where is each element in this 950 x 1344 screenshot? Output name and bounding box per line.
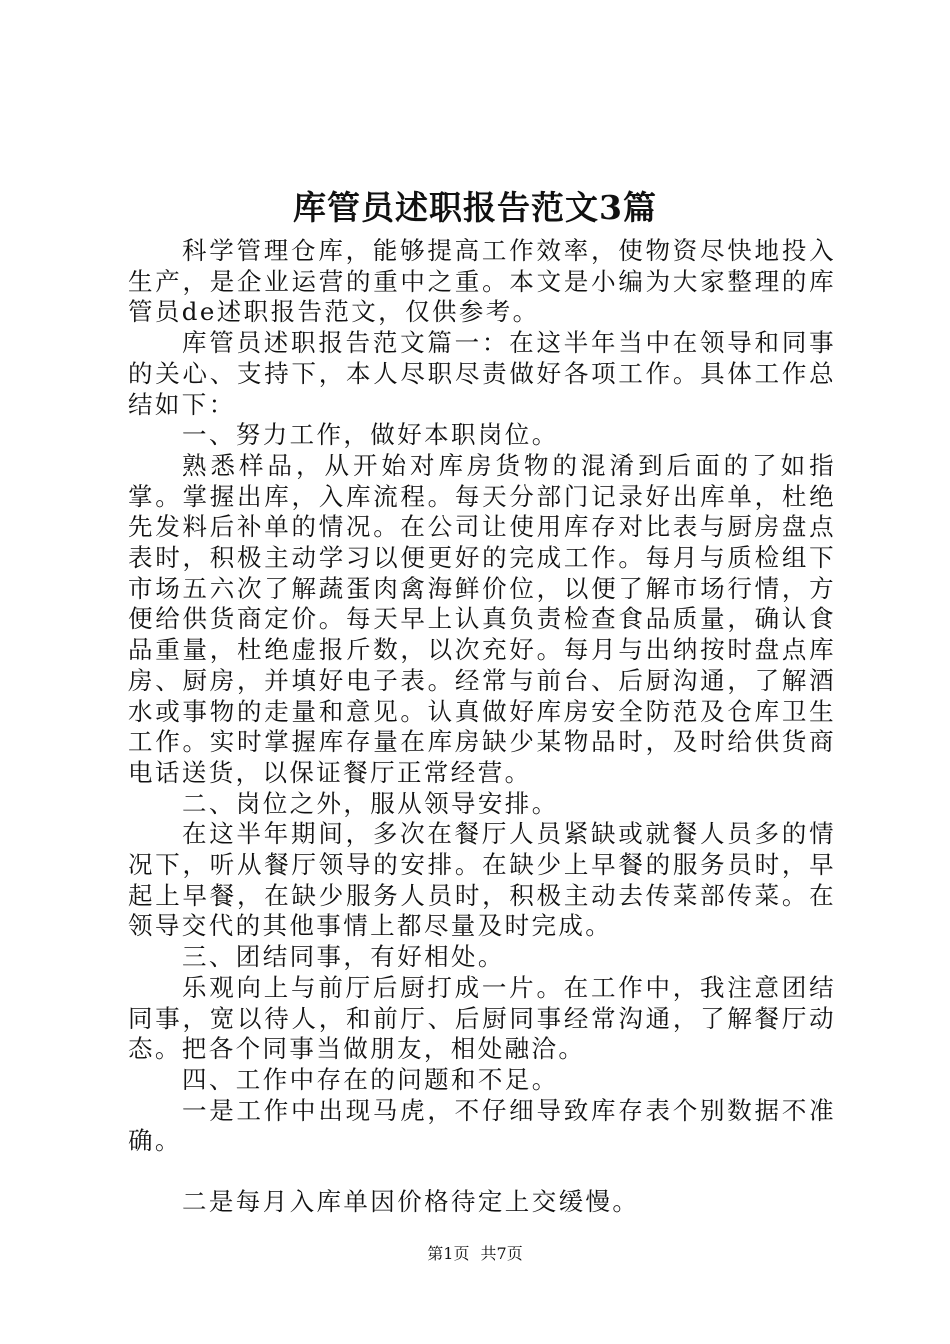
- document-body: [128, 236, 836, 1218]
- document-title: 库管员述职报告范文3篇: [293, 188, 657, 227]
- page-number: 第1页: [427, 1244, 470, 1263]
- paragraph-report-opening: 库管员述职报告范文篇一：在这半年当中在领导和同事的关心、支持下，本人尽职尽责做好各项工作。具体工作总结如下：: [128, 328, 836, 419]
- paragraph-issue-2: 二是每月入库单因价格待定上交缓慢。: [182, 1187, 640, 1217]
- paragraph-section-2: 在这半年期间，多次在餐厅人员紧缺或就餐人员多的情况下，听从餐厅领导的安排。在缺少上早餐的服务员时，早起上早餐，在缺少服务人员时，积极主动去传菜部传菜。在领导交代的其他事情上都尽量及时完成。: [128, 819, 836, 941]
- page-total: 共7页: [480, 1244, 523, 1263]
- paragraph-section-1: 熟悉样品，从开始对库房货物的混淆到后面的了如指掌。掌握出库，入库流程。每天分部门记录好出库单，杜绝先发料后补单的情况。在公司让使用库存对比表与厨房盘点表时，积极主动学习以便更好的完成工作。每月与质检组下市场五六次了解蔬蛋肉禽海鲜价位，以便了解市场行情，方便给供货商定价。每天早上认真负责检查食品质量，确认食品重量，杜绝虚报斤数，以次充好。每月与出纳按时盘点库房、厨房，并填好电子表。经常与前台、后厨沟通，了解酒水或事物的走量和意见。认真做好库房安全防范及仓库卫生工作。实时掌握库存量在库房缺少某物品时，及时给供货商电话送货，以保证餐厅正常经营。: [128, 450, 836, 787]
- section-heading-1: 一、努力工作，做好本职岗位。: [182, 420, 559, 450]
- paragraph-intro: 科学管理仓库，能够提高工作效率，使物资尽快地投入生产，是企业运营的重中之重。本文是小编为大家整理的库管员de述职报告范文，仅供参考。: [128, 236, 836, 327]
- section-heading-2: 二、岗位之外，服从领导安排。: [182, 788, 559, 818]
- paragraph-issue-1: 一是工作中出现马虎，不仔细导致库存表个别数据不准确。: [128, 1095, 836, 1156]
- section-heading-4: 四、工作中存在的问题和不足。: [182, 1064, 559, 1094]
- paragraph-section-3: 乐观向上与前厅后厨打成一片。在工作中，我注意团结同事，宽以待人，和前厅、后厨同事经常沟通，了解餐厅动态。把各个同事当做朋友，相处融洽。: [128, 972, 836, 1064]
- section-heading-3: 三、团结同事，有好相处。: [182, 942, 505, 972]
- page-footer: [0, 1243, 950, 1265]
